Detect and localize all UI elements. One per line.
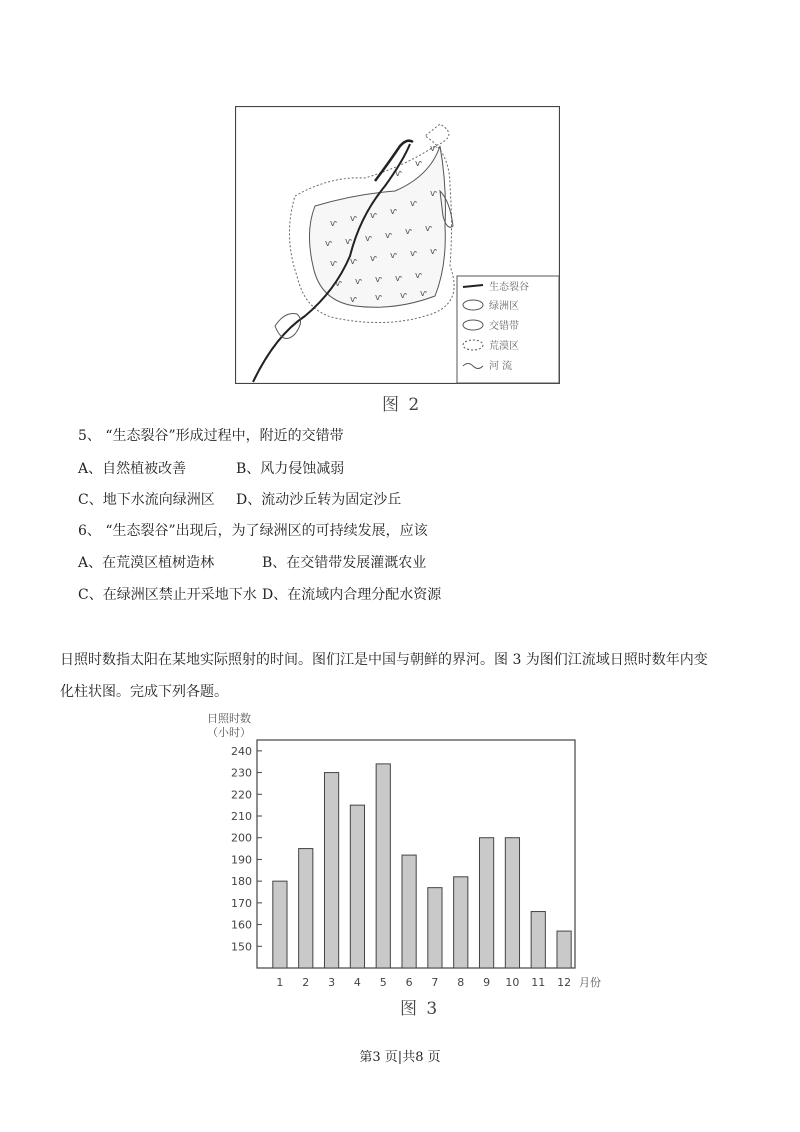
figure-3 [195,708,615,1018]
bar-month-10 [505,838,519,968]
bar-month-7 [428,888,442,968]
legend-oasis: 绿洲区 [489,301,519,312]
question-6-stem: 6、 “生态裂谷”出现后，为了绿洲区的可持续发展，应该 [78,523,428,539]
x-tick-label: 10 [505,976,520,989]
svg-text:ⱱ: ⱱ [375,293,382,303]
svg-text:ⱱ: ⱱ [390,207,397,217]
svg-text:ⱱ: ⱱ [385,231,392,241]
svg-text:ⱱ: ⱱ [370,254,377,264]
figure-2-caption: 图 2 [382,395,422,415]
question-6-option-a: A、在荒漠区植树造林 [78,555,215,571]
bar-month-9 [479,838,493,968]
x-tick-label: 2 [302,976,310,989]
question-6-option-d: D、在流域内合理分配水资源 [262,587,442,603]
legend-eco-rift: 生态裂谷 [489,282,529,293]
svg-text:ⱱ: ⱱ [420,289,427,299]
question-6-option-c: C、在绿洲区禁止开采地下水 [78,587,257,603]
svg-text:ⱱ: ⱱ [345,237,352,247]
svg-text:ⱱ: ⱱ [325,239,332,249]
legend-desert: 荒漠区 [489,341,519,352]
bar-month-6 [402,855,416,968]
y-tick-label: 170 [231,896,252,910]
svg-text:ⱱ: ⱱ [370,211,377,221]
question-5-option-a: A、自然植被改善 [78,461,187,477]
map-figure [235,106,560,384]
svg-text:ⱱ: ⱱ [395,169,402,179]
y-tick-label: 180 [231,875,252,889]
x-tick-label: 5 [379,976,387,989]
x-tick-label: 7 [431,976,439,989]
x-tick-label: 9 [483,976,491,989]
bar-month-3 [324,773,338,968]
svg-text:ⱱ: ⱱ [430,189,437,199]
bar-month-2 [299,849,313,968]
x-tick-label: 4 [353,976,361,989]
question-5-option-d: D、流动沙丘转为固定沙丘 [236,492,402,508]
intro-line-2: 化柱状图。完成下列各题。 [60,684,228,700]
svg-text:ⱱ: ⱱ [330,219,337,229]
y-tick-label: 200 [231,831,252,845]
svg-text:ⱱ: ⱱ [395,274,402,284]
svg-text:ⱱ: ⱱ [375,275,382,285]
svg-text:ⱱ: ⱱ [425,224,432,234]
x-tick-label: 11 [531,976,546,989]
question-5-stem: 5、 “生态裂谷”形成过程中，附近的交错带 [78,428,344,444]
bar-month-12 [557,931,571,968]
question-6-option-b: B、在交错带发展灌溉农业 [262,555,427,571]
x-tick-label: 12 [557,976,572,989]
bar-month-4 [350,805,364,968]
legend-river: 河 流 [489,361,513,372]
page-footer: 第3 页|共8 页 [359,1050,441,1065]
x-tick-label: 1 [276,976,284,989]
y-axis-label-line1: 日照时数 [207,712,251,725]
figure-2 [235,106,560,384]
svg-text:ⱱ: ⱱ [350,295,357,305]
x-tick-label: 6 [405,976,413,989]
y-tick-label: 220 [231,788,252,802]
bar-month-8 [454,877,468,968]
svg-text:ⱱ: ⱱ [355,277,362,287]
svg-text:ⱱ: ⱱ [335,279,342,289]
svg-text:ⱱ: ⱱ [390,251,397,261]
y-tick-label: 160 [231,918,252,932]
svg-text:ⱱ: ⱱ [410,249,417,259]
svg-text:ⱱ: ⱱ [330,259,337,269]
y-tick-label: 240 [231,744,252,758]
svg-text:ⱱ: ⱱ [405,227,412,237]
svg-text:ⱱ: ⱱ [415,271,422,281]
x-tick-label: 3 [328,976,336,989]
svg-text:ⱱ: ⱱ [365,234,372,244]
bar-chart [195,708,615,1018]
intro-line-1: 日照时数指太阳在某地实际照射的时间。图们江是中国与朝鲜的界河。图 3 为图们江流域日照时数年内变 [60,652,708,668]
question-5-option-b: B、风力侵蚀减弱 [236,461,345,477]
figure-3-caption: 图 3 [400,999,440,1019]
svg-text:ⱱ: ⱱ [350,257,357,267]
svg-text:ⱱ: ⱱ [350,214,357,224]
svg-text:ⱱ: ⱱ [430,144,437,154]
y-tick-label: 210 [231,810,252,823]
y-tick-label: 150 [231,940,252,954]
svg-text:ⱱ: ⱱ [415,159,422,169]
question-5-option-c: C、地下水流向绿洲区 [78,492,215,508]
y-tick-label: 190 [231,853,252,867]
bar-month-1 [273,881,287,968]
y-tick-label: 230 [231,766,252,780]
y-axis-label-line2: （小时） [207,726,251,739]
bar-month-11 [531,912,545,968]
x-axis-label: 月份 [579,976,601,989]
bar-month-5 [376,764,390,968]
svg-text:ⱱ: ⱱ [400,291,407,301]
svg-text:ⱱ: ⱱ [410,199,417,209]
legend-transition: 交错带 [489,321,519,332]
x-tick-label: 8 [457,976,465,989]
svg-text:ⱱ: ⱱ [430,247,437,257]
